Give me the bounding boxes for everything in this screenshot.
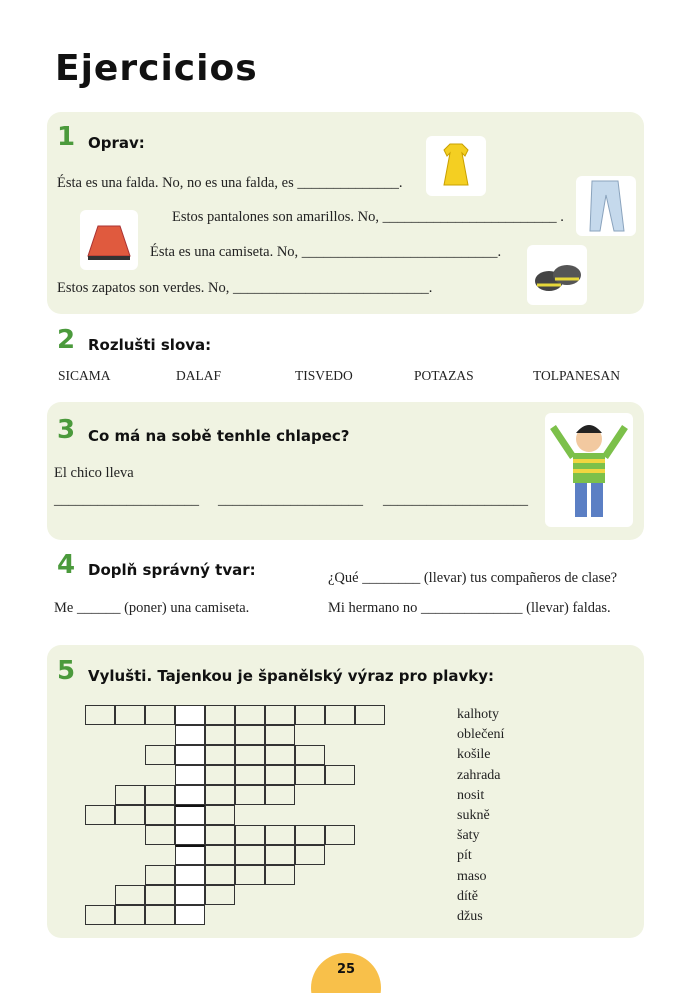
page-title: Ejercicios <box>55 48 258 89</box>
exercise-line: Ésta es una falda. No, no es una falda, es ______________. <box>57 175 403 191</box>
solution-cell[interactable] <box>175 865 205 885</box>
solution-cell[interactable] <box>175 845 205 865</box>
answer-blank: ____________________ <box>54 492 199 508</box>
crossword-clue: sukně <box>457 808 490 823</box>
scrambled-word: TISVEDO <box>295 368 353 383</box>
crossword-cell[interactable] <box>265 785 295 805</box>
crossword-cell[interactable] <box>205 705 235 725</box>
dress-image <box>426 136 486 196</box>
crossword-cell[interactable] <box>145 885 175 905</box>
exercise-number: 2 <box>57 325 76 355</box>
crossword-cell[interactable] <box>115 885 145 905</box>
crossword-cell[interactable] <box>235 765 265 785</box>
crossword-cell[interactable] <box>265 725 295 745</box>
crossword-cell[interactable] <box>115 805 145 825</box>
crossword-cell[interactable] <box>235 785 265 805</box>
crossword-cell[interactable] <box>85 905 115 925</box>
crossword-cell[interactable] <box>235 825 265 845</box>
crossword-clue: košile <box>457 747 491 763</box>
crossword-clue: oblečení <box>457 727 505 743</box>
answer-blank: ____________________ <box>383 492 528 508</box>
skirt-image <box>80 210 138 270</box>
crossword-cell[interactable] <box>265 765 295 785</box>
crossword-cell[interactable] <box>235 845 265 865</box>
crossword-cell[interactable] <box>325 825 355 845</box>
exercise-line: ¿Qué ________ (llevar) tus compañeros de clase? <box>328 570 618 586</box>
crossword-clue: šaty <box>457 828 480 844</box>
crossword-clue: zahrada <box>457 767 501 783</box>
exercise-title: Doplň správný tvar: <box>88 561 256 579</box>
answer-blank: ____________________ <box>218 492 363 508</box>
exercise-number: 5 <box>57 656 76 686</box>
crossword-clue: pít <box>457 848 472 864</box>
crossword-cell[interactable] <box>295 745 325 765</box>
exercise-line: Mi hermano no ______________ (llevar) faldas. <box>328 600 611 616</box>
exercise-title: Rozlušti slova: <box>88 336 212 354</box>
crossword-cell[interactable] <box>205 865 235 885</box>
scrambled-word: POTAZAS <box>414 368 474 383</box>
page-number: 25 <box>336 962 356 977</box>
crossword-cell[interactable] <box>235 745 265 765</box>
exercise-line: Estos pantalones son amarillos. No, ________________________ . <box>172 209 564 225</box>
crossword-cell[interactable] <box>295 705 325 725</box>
crossword-cell[interactable] <box>265 825 295 845</box>
solution-cell[interactable] <box>175 885 205 905</box>
trousers-image <box>576 176 636 236</box>
crossword-cell[interactable] <box>295 765 325 785</box>
crossword-cell[interactable] <box>265 705 295 725</box>
exercise-prompt: El chico lleva <box>54 465 134 481</box>
crossword-cell[interactable] <box>115 905 145 925</box>
solution-cell[interactable] <box>175 905 205 925</box>
exercise-number: 1 <box>57 122 76 152</box>
exercise-line: Ésta es una camiseta. No, ___________________________. <box>150 244 502 260</box>
crossword-cell[interactable] <box>235 705 265 725</box>
exercise-line: Estos zapatos son verdes. No, ___________________________. <box>57 280 433 296</box>
crossword-cell[interactable] <box>205 845 235 865</box>
exercise-line: Me ______ (poner) una camiseta. <box>54 600 250 616</box>
crossword-cell[interactable] <box>145 805 175 825</box>
crossword-cell[interactable] <box>115 785 145 805</box>
exercise-number: 4 <box>57 550 76 580</box>
crossword-cell[interactable] <box>295 825 325 845</box>
solution-cell[interactable] <box>175 765 205 785</box>
page-number-badge <box>311 953 381 993</box>
scrambled-word: SICAMA <box>58 368 111 383</box>
crossword-cell[interactable] <box>265 845 295 865</box>
crossword-cell[interactable] <box>235 725 265 745</box>
crossword-cell[interactable] <box>265 865 295 885</box>
crossword-cell[interactable] <box>205 885 235 905</box>
crossword-cell[interactable] <box>205 745 235 765</box>
crossword-cell[interactable] <box>115 705 145 725</box>
crossword-cell[interactable] <box>205 765 235 785</box>
crossword-cell[interactable] <box>325 765 355 785</box>
crossword-cell[interactable] <box>325 705 355 725</box>
crossword-cell[interactable] <box>145 745 175 765</box>
crossword-clue: kalhoty <box>457 707 499 722</box>
crossword-cell[interactable] <box>355 705 385 725</box>
crossword-cell[interactable] <box>205 785 235 805</box>
shoes-image <box>527 245 587 305</box>
crossword-clue: nosit <box>457 787 485 803</box>
crossword-cell[interactable] <box>85 705 115 725</box>
exercise-number: 3 <box>57 415 76 445</box>
scrambled-word: TOLPANESAN <box>533 368 621 383</box>
crossword-cell[interactable] <box>265 745 295 765</box>
solution-cell[interactable] <box>175 805 205 825</box>
solution-cell[interactable] <box>175 705 205 725</box>
crossword-cell[interactable] <box>145 785 175 805</box>
crossword-cell[interactable] <box>235 865 265 885</box>
solution-cell[interactable] <box>175 725 205 745</box>
crossword-cell[interactable] <box>145 865 175 885</box>
scrambled-word: DALAF <box>176 368 222 383</box>
crossword-cell[interactable] <box>145 825 175 845</box>
exercise-title: Oprav: <box>88 134 145 152</box>
crossword-cell[interactable] <box>205 725 235 745</box>
crossword-cell[interactable] <box>145 705 175 725</box>
crossword-cell[interactable] <box>205 805 235 825</box>
solution-cell[interactable] <box>175 745 205 765</box>
solution-cell[interactable] <box>175 825 205 845</box>
crossword-cell[interactable] <box>145 905 175 925</box>
crossword-clue: maso <box>457 868 487 884</box>
crossword-clue: džus <box>457 909 483 924</box>
boy-image <box>545 413 633 527</box>
crossword-cell[interactable] <box>205 825 235 845</box>
crossword-cell[interactable] <box>85 805 115 825</box>
solution-cell[interactable] <box>175 785 205 805</box>
exercise-title: Vylušti. Tajenkou je španělský výraz pro plavky: <box>88 667 495 685</box>
crossword-cell[interactable] <box>295 845 325 865</box>
exercise-title: Co má na sobě tenhle chlapec? <box>88 427 350 445</box>
crossword-clue: dítě <box>457 888 478 904</box>
